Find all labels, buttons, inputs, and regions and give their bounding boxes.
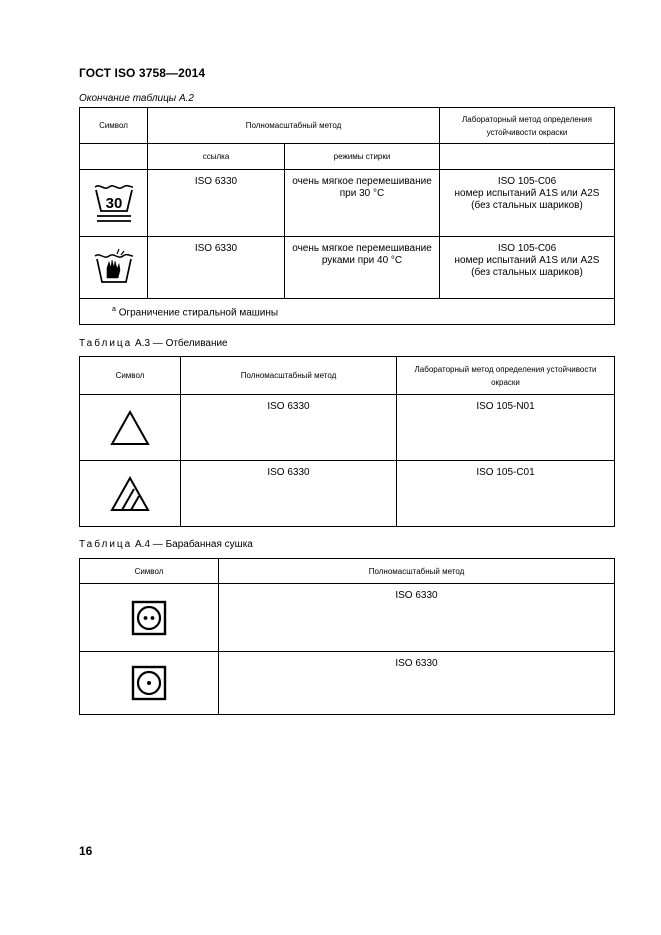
table-a2-header-reference: ссылка bbox=[148, 144, 285, 170]
table-a4 bbox=[79, 558, 615, 715]
lab-line: номер испытаний A1S или A2S bbox=[454, 188, 600, 199]
table-a2-row2-lab bbox=[440, 237, 614, 279]
tumble-dry-normal-icon bbox=[80, 584, 219, 652]
washtub-30-double-bar-icon bbox=[80, 170, 148, 237]
table-a2-footnote bbox=[80, 299, 615, 325]
table-a2-subheader-empty-lab bbox=[440, 144, 615, 170]
table-a2-row2-reference: ISO 6330 bbox=[194, 243, 238, 254]
table-a2-header-full-scale: Полномасштабный метод bbox=[148, 108, 440, 144]
washtub-temperature-label: 30 bbox=[105, 195, 122, 212]
footnote-mark: a bbox=[112, 306, 116, 313]
table-row bbox=[80, 170, 615, 237]
oxygen-bleach-triangle-icon bbox=[80, 461, 181, 527]
table-a3-header-symbol: Символ bbox=[80, 357, 181, 395]
table-a3-row2-lab: ISO 105-C01 bbox=[476, 467, 535, 478]
lab-line: ISO 105-C06 bbox=[497, 243, 557, 254]
caption-label: Таблица bbox=[79, 338, 133, 349]
table-a4-caption bbox=[79, 539, 253, 550]
table-a2-header-symbol: Символ bbox=[80, 108, 148, 144]
table-a2-row2-mode: очень мягкое перемешивание руками при 40 °С bbox=[292, 243, 432, 266]
table-a2-caption: Окончание таблицы А.2 bbox=[79, 93, 194, 104]
table-a2 bbox=[79, 107, 615, 325]
bleach-triangle-icon bbox=[80, 395, 181, 461]
table-a3 bbox=[79, 356, 615, 527]
table-a3-header-lab: Лабораторный метод определения устойчивости окраски bbox=[397, 357, 615, 395]
table-a4-row2-full-scale: ISO 6330 bbox=[395, 658, 438, 669]
table-a2-header-lab: Лабораторный метод определения устойчивости окраски bbox=[440, 108, 615, 144]
table-a2-header-modes: режимы стирки bbox=[285, 144, 440, 170]
page-number: 16 bbox=[79, 844, 93, 858]
lab-line: (без стальных шариков) bbox=[471, 200, 583, 211]
table-a3-row2-full-scale: ISO 6330 bbox=[267, 467, 310, 478]
lab-line: номер испытаний A1S или A2S bbox=[454, 255, 600, 266]
table-a4-header-symbol: Символ bbox=[80, 559, 219, 584]
table-a3-header-full-scale: Полномасштабный метод bbox=[181, 357, 397, 395]
lab-line: (без стальных шариков) bbox=[471, 267, 583, 278]
caption-text: А.3 — Отбеливание bbox=[135, 338, 228, 349]
document-title: ГОСТ ISO 3758—2014 bbox=[79, 66, 206, 80]
table-row bbox=[80, 461, 615, 527]
table-a2-subheader-empty bbox=[80, 144, 148, 170]
table-a4-header-full-scale: Полномасштабный метод bbox=[219, 559, 615, 584]
lab-line: ISO 105-C06 bbox=[497, 176, 557, 187]
tumble-dry-low-icon bbox=[80, 652, 219, 715]
table-a2-row1-lab bbox=[440, 170, 614, 212]
table-a3-caption bbox=[79, 338, 228, 349]
table-row bbox=[80, 584, 615, 652]
table-a3-row1-lab: ISO 105-N01 bbox=[476, 401, 535, 412]
hand-wash-icon bbox=[80, 237, 148, 299]
table-row bbox=[80, 237, 615, 299]
footnote-text: Ограничение стиральной машины bbox=[118, 307, 279, 319]
table-row bbox=[80, 652, 615, 715]
table-a4-row1-full-scale: ISO 6330 bbox=[395, 590, 438, 601]
table-row bbox=[80, 395, 615, 461]
table-a3-row1-full-scale: ISO 6330 bbox=[267, 401, 310, 412]
table-a2-row1-reference: ISO 6330 bbox=[194, 176, 238, 187]
table-a2-row1-mode: очень мягкое перемешивание при 30 °С bbox=[292, 176, 432, 199]
caption-label: Таблица bbox=[79, 539, 133, 550]
caption-text: А.4 — Барабанная сушка bbox=[135, 539, 253, 550]
